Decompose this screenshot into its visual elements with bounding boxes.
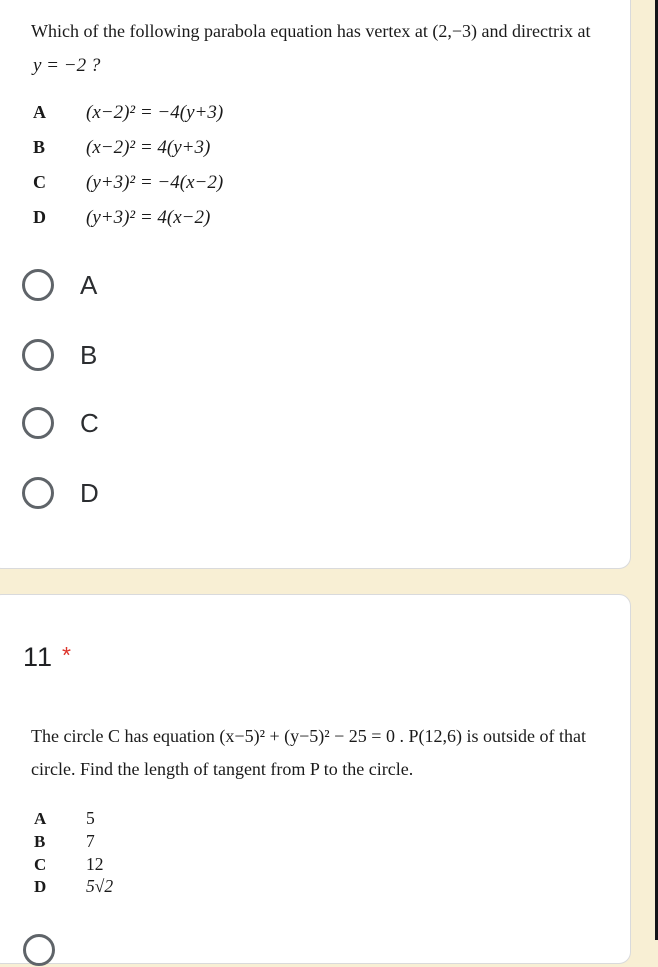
radio-unchecked-icon[interactable] [22,269,54,301]
circle-prompt-line2: circle. Find the length of tangent from P to the circle. [31,759,414,779]
radio-option-d[interactable] [22,476,99,510]
circle-choice-d [34,876,113,897]
question-card-circle [0,594,631,964]
radio-unchecked-icon[interactable] [22,477,54,509]
choice-equation: (y+3)² = 4(x−2) [86,207,211,228]
circle-choice-c [34,854,104,875]
radio-option-label[interactable]: C [80,407,99,438]
radio-unchecked-icon[interactable] [23,934,55,966]
radio-option-a[interactable] [22,268,97,302]
choice-value: 7 [86,831,95,851]
radio-option-label[interactable]: A [80,269,98,300]
choice-letter: B [34,832,46,851]
circle-choice-b [34,831,95,852]
question-number-text: 11 [23,642,54,672]
radio-option-label[interactable]: D [80,477,99,508]
choice-letter: C [34,855,47,874]
parabola-choice-b [33,137,210,159]
choice-equation: (x−2)² = 4(y+3) [86,137,211,158]
choice-equation: (x−2)² = −4(y+3) [86,102,224,123]
choice-equation: (y+3)² = −4(x−2) [86,172,224,193]
radio-option-label[interactable]: B [80,339,98,370]
parabola-prompt-line2: y = −2 ? [33,55,101,76]
required-asterisk: * [62,642,72,668]
choice-letter: D [34,877,47,896]
choice-value: 12 [86,854,104,874]
circle-prompt-line1: The circle C has equation (x−5)² + (y−5)² − 25 = 0 . P(12,6) is outside of that [31,726,586,746]
parabola-prompt-line1: Which of the following parabola equation has vertex at (2,−3) and directrix at [31,21,591,41]
circle-choice-a [34,808,95,829]
choice-value: 5 [86,808,95,828]
radio-unchecked-icon[interactable] [22,339,54,371]
parabola-choice-a [33,102,223,124]
choice-value: 5√2 [86,876,114,896]
choice-letter: A [33,102,46,122]
choice-letter: B [33,137,46,157]
parabola-choice-c [33,172,223,194]
parabola-choice-d [33,207,210,229]
radio-option-b[interactable] [22,338,97,372]
radio-option-partial[interactable] [23,933,55,967]
radio-option-c[interactable] [22,406,99,440]
choice-letter: D [33,207,46,227]
choice-letter: A [34,809,47,828]
radio-unchecked-icon[interactable] [22,407,54,439]
choice-letter: C [33,172,46,192]
question-number [23,642,72,673]
